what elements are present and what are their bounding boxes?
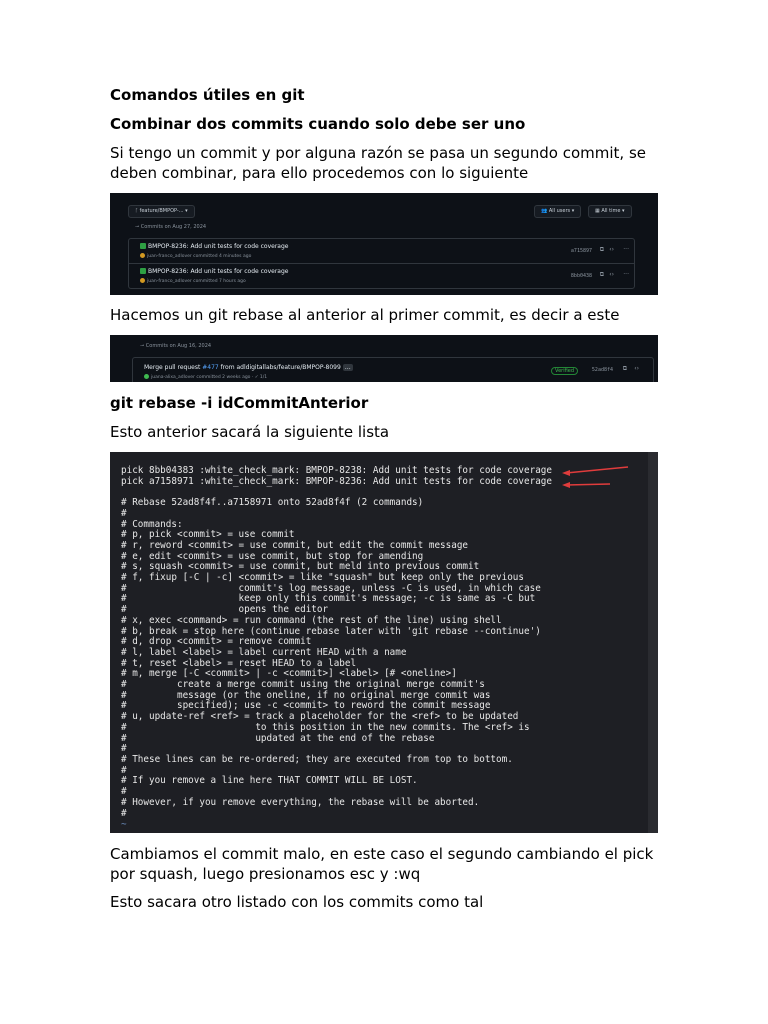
branch-selector: ᚴ feature/BMPOP-... ▾: [128, 205, 195, 218]
commit-meta: [144, 374, 267, 380]
commit-sha: a715897: [570, 248, 592, 254]
verified-badge: Verified: [551, 367, 578, 375]
commit-title-text: BMPOP-8236: Add unit tests for code coverage: [148, 243, 289, 250]
commit-sha: 52ad8f4: [591, 367, 613, 373]
more-icon: ···: [623, 271, 629, 278]
commit-meta: [140, 253, 251, 259]
commit-meta-text: juan-franco_adlover committed 7 hours ago: [147, 279, 246, 284]
red-arrow-2: [562, 482, 610, 488]
merge-prefix: Merge pull request: [144, 364, 203, 371]
avatar: [140, 253, 145, 258]
paragraph-rebase: Hacemos un git rebase al anterior al primer commit, es decir a este: [110, 306, 620, 324]
more-icon: ···: [623, 246, 629, 253]
code-icon: ‹›: [634, 365, 639, 372]
commits-date-label: Commits on Aug 16, 2024: [145, 343, 212, 349]
avatar: [140, 278, 145, 283]
commit-title: [144, 364, 353, 371]
check-icon: [140, 243, 146, 249]
annotation-arrows: [110, 452, 658, 833]
commit-title: [140, 243, 288, 250]
commit-meta: [140, 278, 246, 284]
commit-title: [140, 268, 288, 275]
command-heading: git rebase -i idCommitAnterior: [110, 394, 369, 412]
paragraph-squash: Cambiamos el commit malo, en este caso el segundo cambiando el pick por squash, luego presionamos esc y :wq: [110, 845, 654, 883]
check-icon: [140, 268, 146, 274]
code-icon: ‹›: [609, 246, 614, 253]
all-time-filter: ▦ All time ▾: [588, 205, 632, 218]
all-time-label: All time: [601, 208, 621, 214]
paragraph-list: Esto anterior sacará la siguiente lista: [110, 423, 390, 441]
ellipsis-icon: …: [344, 364, 351, 371]
vim-tilde: ~: [121, 819, 127, 830]
copy-icon: ⧉: [599, 246, 604, 253]
commit-card: [132, 357, 654, 382]
commit-sha: 8bb0438: [570, 273, 592, 279]
paragraph-next: Esto sacara otro listado con los commits como tal: [110, 893, 484, 911]
red-arrow-1: [562, 467, 628, 476]
commit-meta-text: juana-alixa_adlover committed 2 weeks ago · ✓ 1/1: [151, 375, 268, 380]
previous-commit-screenshot: [110, 335, 658, 382]
commits-date-label: Commits on Aug 27, 2024: [140, 224, 207, 230]
calendar-icon: ▦: [595, 208, 602, 214]
commit-row: [129, 264, 634, 288]
commits-date-header: [140, 343, 211, 349]
branch-name: feature/BMPOP-...: [139, 208, 184, 214]
all-users-filter: 👥 All users ▾: [534, 205, 581, 218]
doc-title: Comandos útiles en git: [110, 86, 305, 104]
users-icon: 👥: [541, 208, 549, 214]
paragraph-intro: Si tengo un commit y por alguna razón se pasa un segundo commit, se deben combinar, para ello procedemos con lo siguiente: [110, 144, 647, 182]
commit-meta-text: juan-franco_adlover committed 4 minutes ago: [147, 254, 252, 259]
copy-icon: ⧉: [599, 271, 604, 278]
copy-icon: ⧉: [622, 365, 627, 372]
commits-date-header: [135, 224, 206, 230]
commit-row: [129, 239, 634, 264]
merge-suffix: from adldigitallabs/feature/BMPOP-8099: [218, 364, 341, 371]
commit-icon: ⊸: [140, 343, 146, 349]
code-icon: ‹›: [609, 271, 614, 278]
avatar: [144, 374, 149, 379]
commit-icon: ⊸: [135, 224, 141, 230]
terminal-screenshot: [110, 452, 658, 833]
pr-number: #477: [202, 364, 219, 371]
scrollbar[interactable]: [648, 452, 658, 833]
commit-list: [128, 238, 635, 289]
commit-title-text: BMPOP-8236: Add unit tests for code coverage: [148, 268, 289, 275]
section-heading: Combinar dos commits cuando solo debe ser uno: [110, 115, 526, 133]
rebase-todo-text: pick 8bb04383 :white_check_mark: BMPOP-8238: Add unit tests for code coverage pick a7158971 :white_check_mark: BMPOP-8236: Add unit tests for code coverage # Rebase 52ad8f4f..a7158971 onto 52ad8f4f (2 commands) # # Commands: # p, pick <commit> = use commit # r, reword <commit> = use commit, but edit the commit message # e, edit <commit> = use commit, but stop for amending # s, squash <commit> = use commit, but meld into previous commit # f, fixup [-C | -c] <commit> = like "squash" but keep only the previous # commit's log message, unless -C is used, in which case # keep only this commit's message; -c is same as -C but # opens the editor # x, exec <command> = run command (the rest of the line) using shell # b, break = stop here (continue rebase later with 'git rebase --continue') # d, drop <commit> = remove commit # l, label <label> = label current HEAD with a name # t, reset <label> = reset HEAD to a label # m, merge [-C <commit> | -c <commit>] <label> [# <oneline>] # create a merge commit using the original merge commit's # message (or the oneline, if no original merge commit was # specified); use -c <commit> to reword the commit message # u, update-ref <ref> = track a placeholder for the <ref> to be updated # to this position in the new commits. The <ref> is # updated at the end of the rebase # # These lines can be re-ordered; they are executed from top to bottom. # # If you remove a line here THAT COMMIT WILL BE LOST. # # However, if you remove everything, the rebase will be aborted. #: [121, 465, 552, 819]
github-commits-screenshot: [110, 193, 658, 295]
branch-icon: ᚴ: [135, 208, 140, 214]
all-users-label: All users: [548, 208, 571, 214]
